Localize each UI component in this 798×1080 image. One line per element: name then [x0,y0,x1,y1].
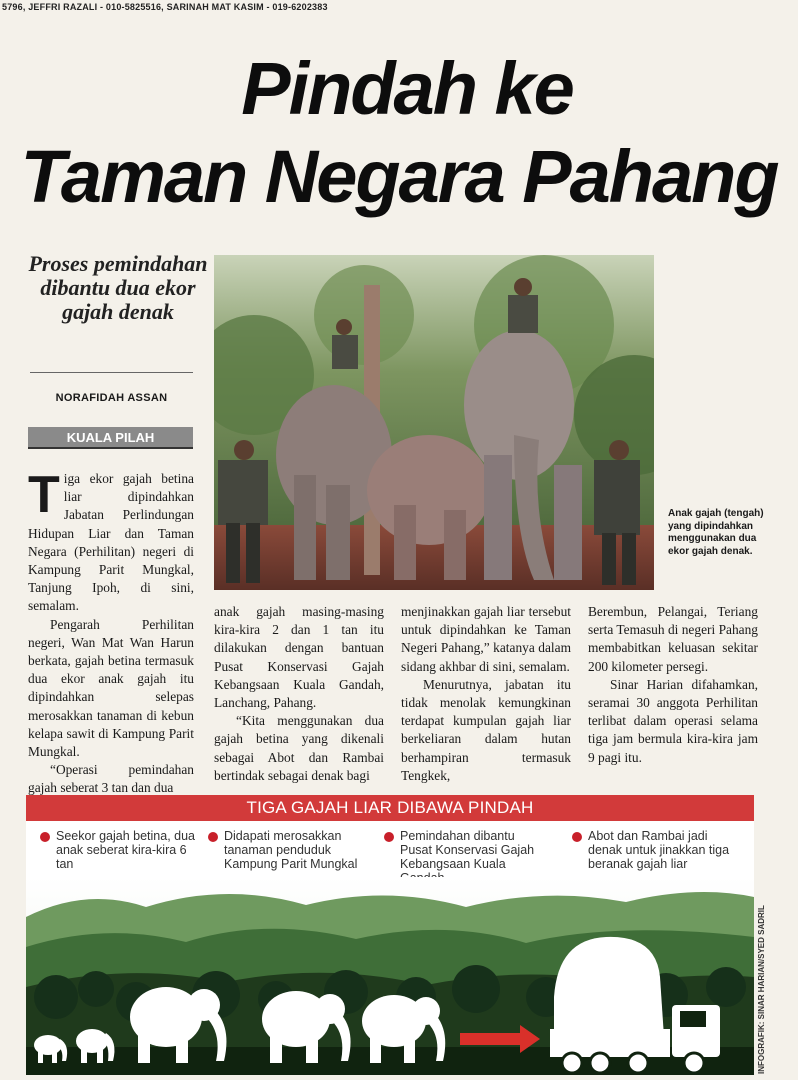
headline-line2: Taman Negara Pahang [20,135,778,218]
byline: NORAFIDAH ASSAN [55,392,168,404]
drop-cap: T [28,466,60,524]
paragraph: Sinar Harian difahamkan, seramai 30 anggota Perhilitan terlibat dalam operasi selama tiga jam bermula kira-kira jam 9 pagi itu. [588,676,758,765]
bullet-icon [572,832,582,842]
article-photo [214,255,654,590]
paragraph: menjinakkan gajah liar tersebut untuk dipindahkan ke Taman Negeri Pahang,” katanya dalam sidang akhbar di sini, semalam. [401,604,571,674]
article-column-2 [214,603,384,785]
paragraph: “Kita menggunakan dua gajah betina yang dikenali sebagai Abot dan Rambai bertindak sebagai denak bagi [214,713,384,783]
article-column-4 [588,603,758,767]
fact-text: Abot dan Rambai jadi denak untuk jinakkan tiga beranak gajah liar [588,829,730,871]
paragraph: Pengarah Perhilitan negeri, Wan Mat Wan Harun berkata, gajah betina termasuk dua ekor anak gajah itu dipindahkan selepas merosakkan tanaman di kebun kelapa sawit di Kampung Parit Mungkal. [28,616,194,760]
infographic-credit: INFOGRAFIK: SINAR HARIAN/SYED SADRIL [757,905,766,1074]
article-column-1 [28,466,194,798]
infographic-fact [40,829,205,871]
article-column-3 [401,603,571,785]
paragraph: anak gajah masing-masing kira-kira 2 dan 1 tan itu dilakukan dengan bantuan Pusat Konservasi Gajah Kebangsaan Kuala Gandah, Lanchang, Pahang. [214,604,384,711]
infographic-title: TIGA GAJAH LIAR DIBAWA PINDAH [26,795,754,821]
bullet-icon [40,832,50,842]
fact-text: Seekor gajah betina, dua anak seberat kira-kira 6 tan [56,829,195,871]
infographic-fact [572,829,737,871]
paragraph: Berembun, Pelangai, Teriang serta Temasuh di negeri Pahang membabitkan keluasan sekitar 200 kilometer persegi. [588,604,758,674]
location-label: KUALA PILAH [28,427,193,449]
infographic [26,795,754,1075]
forest-scene-illustration [26,877,754,1075]
headline-line1: Pindah ke [241,47,573,130]
photo-caption: Anak gajah (tengah) yang dipindahkan menggunakan dua ekor gajah denak. [668,508,764,557]
bullet-icon [384,832,394,842]
bullet-icon [208,832,218,842]
elephant-photo-illustration [214,255,654,590]
page-topline: 5796, JEFFRI RAZALI - 010-5825516, SARINAH MAT KASIM - 019-6202383 [2,2,328,12]
infographic-fact [208,829,373,871]
paragraph: Menurutnya, jabatan itu tidak menolak kemungkinan terdapat kumpulan gajah liar berkeliaran dalam hutan berhampiran termasuk Tengkek, [401,676,571,783]
paragraph: “Operasi pemindahan gajah seberat 3 tan dan dua [28,762,194,796]
divider [30,372,193,373]
fact-text: Didapati merosakkan tanaman penduduk Kampung Parit Mungkal [224,829,358,871]
article-dek: Proses pemindahan dibantu dua ekor gajah denak [28,251,208,324]
fact-text: Pemindahan dibantu Pusat Konservasi Gajah Kebangsaan Kuala [400,829,535,871]
paragraph: iga ekor gajah betina liar dipindahkan Jabatan Perlindungan Hidupan Liar dan Taman Negara (Perhilitan) negeri di Kampung Parit Mungkal, Tanjung Ipoh, di sini, semalam. [28,471,194,614]
